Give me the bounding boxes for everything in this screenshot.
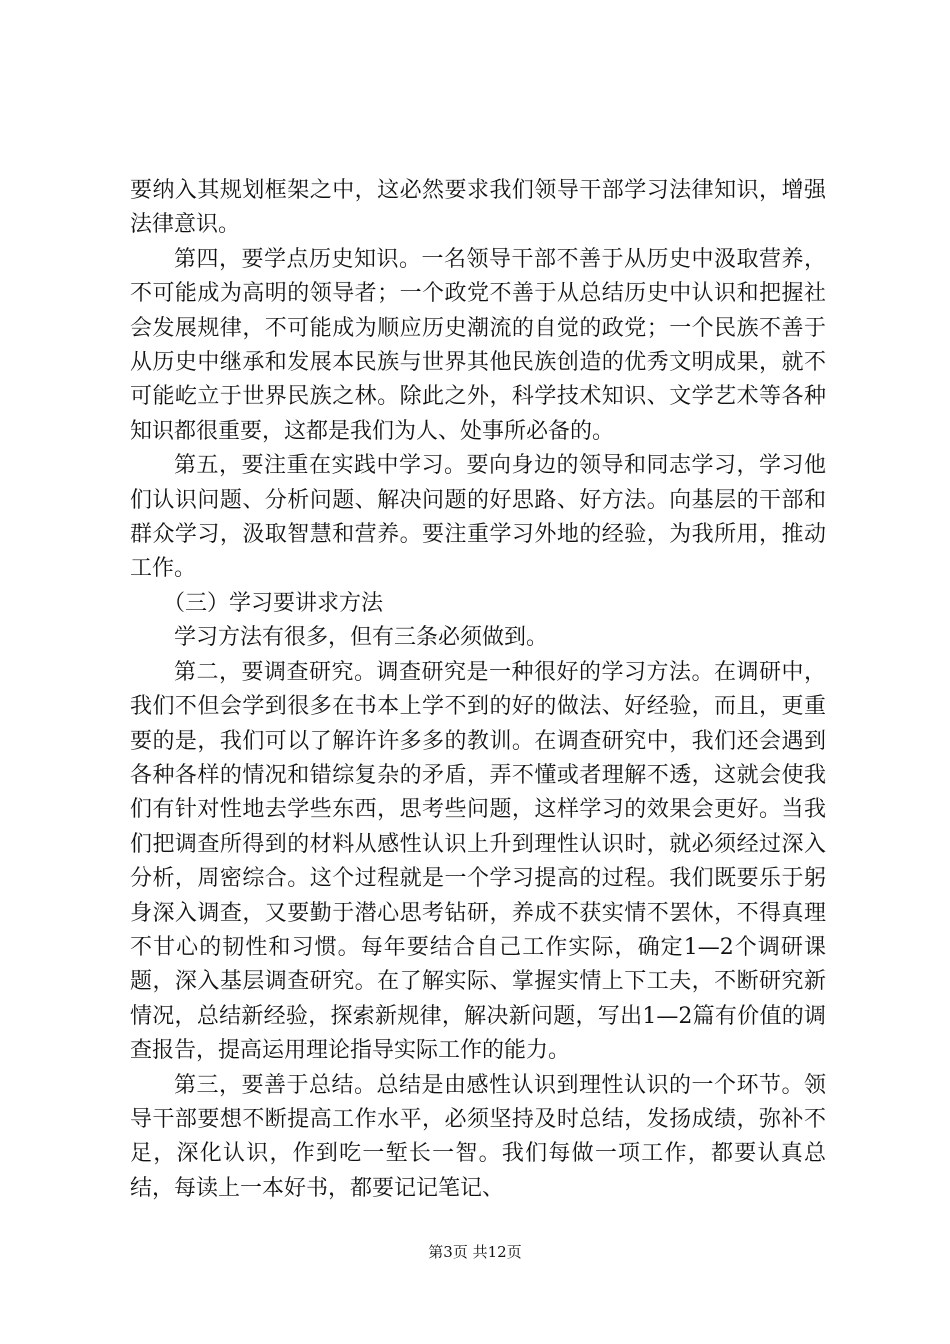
paragraph-fifth-practice: 第五，要注重在实践中学习。要向身边的领导和同志学习，学习他们认识问题、分析问题、解决问题的好思路、好方法。向基层的干部和群众学习，汲取智慧和营养。要注重学习外地的经验，为我所用，推动工作。 — [130, 453, 826, 582]
paragraph-third-summary: 第三，要善于总结。总结是由感性认识到理性认识的一个环节。领导干部要想不断提高工作水平，必须坚持及时总结，发扬成绩，弥补不足，深化认识，作到吃一堑长一智。我们每做一项工作，都要认真总结，每读上一本好书，都要记记笔记、 — [130, 1072, 826, 1201]
section-heading-methods: （三）学习要讲求方法 — [163, 590, 384, 616]
paragraph-methods-intro: 学习方法有很多，但有三条必须做到。 — [174, 625, 549, 651]
paragraph-fourth-history: 第四，要学点历史知识。一名领导干部不善于从历史中汲取营养，不可能成为高明的领导者；一个政党不善于从总结历史中认识和把握社会发展规律，不可能成为顺应历史潮流的自觉的政党；一个民族不善于从历史中继承和发展本民族与世界其他民族创造的优秀文明成果，就不可能屹立于世界民族之林。除此之外，科学技术知识、文学艺术等各种知识都很重要，这都是我们为人、处事所必备的。 — [130, 246, 826, 444]
page-number-footer: 第3页 共12页 — [428, 1243, 522, 1261]
paragraph-continuation: 要纳入其规划框架之中，这必然要求我们领导干部学习法律知识，增强法律意识。 — [130, 178, 826, 238]
document-body — [130, 174, 826, 1206]
paragraph-second-research: 第二，要调查研究。调查研究是一种很好的学习方法。在调研中，我们不但会学到很多在书本上学不到的好的做法、好经验，而且，更重要的是，我们可以了解许许多多的教训。在调查研究中，我们还会遇到各种各样的情况和错综复杂的矛盾，弄不懂或者理解不透，这就会使我们有针对性地去学些东西，思考些问题，这样学习的效果会更好。当我们把调查所得到的材料从感性认识上升到理性认识时，就必须经过深入分析，周密综合。这个过程就是一个学习提高的过程。我们既要乐于躬身深入调查，又要勤于潜心思考钻研，养成不获实情不罢休，不得真理不甘心的韧性和习惯。每年要结合自己工作实际，确定1—2个调研课题，深入基层调查研究。在了解实际、掌握实情上下工夫，不断研究新情况，总结新经验，探索新规律，解决新问题，写出1—2篇有价值的调查报告，提高运用理论指导实际工作的能力。 — [130, 659, 826, 1064]
